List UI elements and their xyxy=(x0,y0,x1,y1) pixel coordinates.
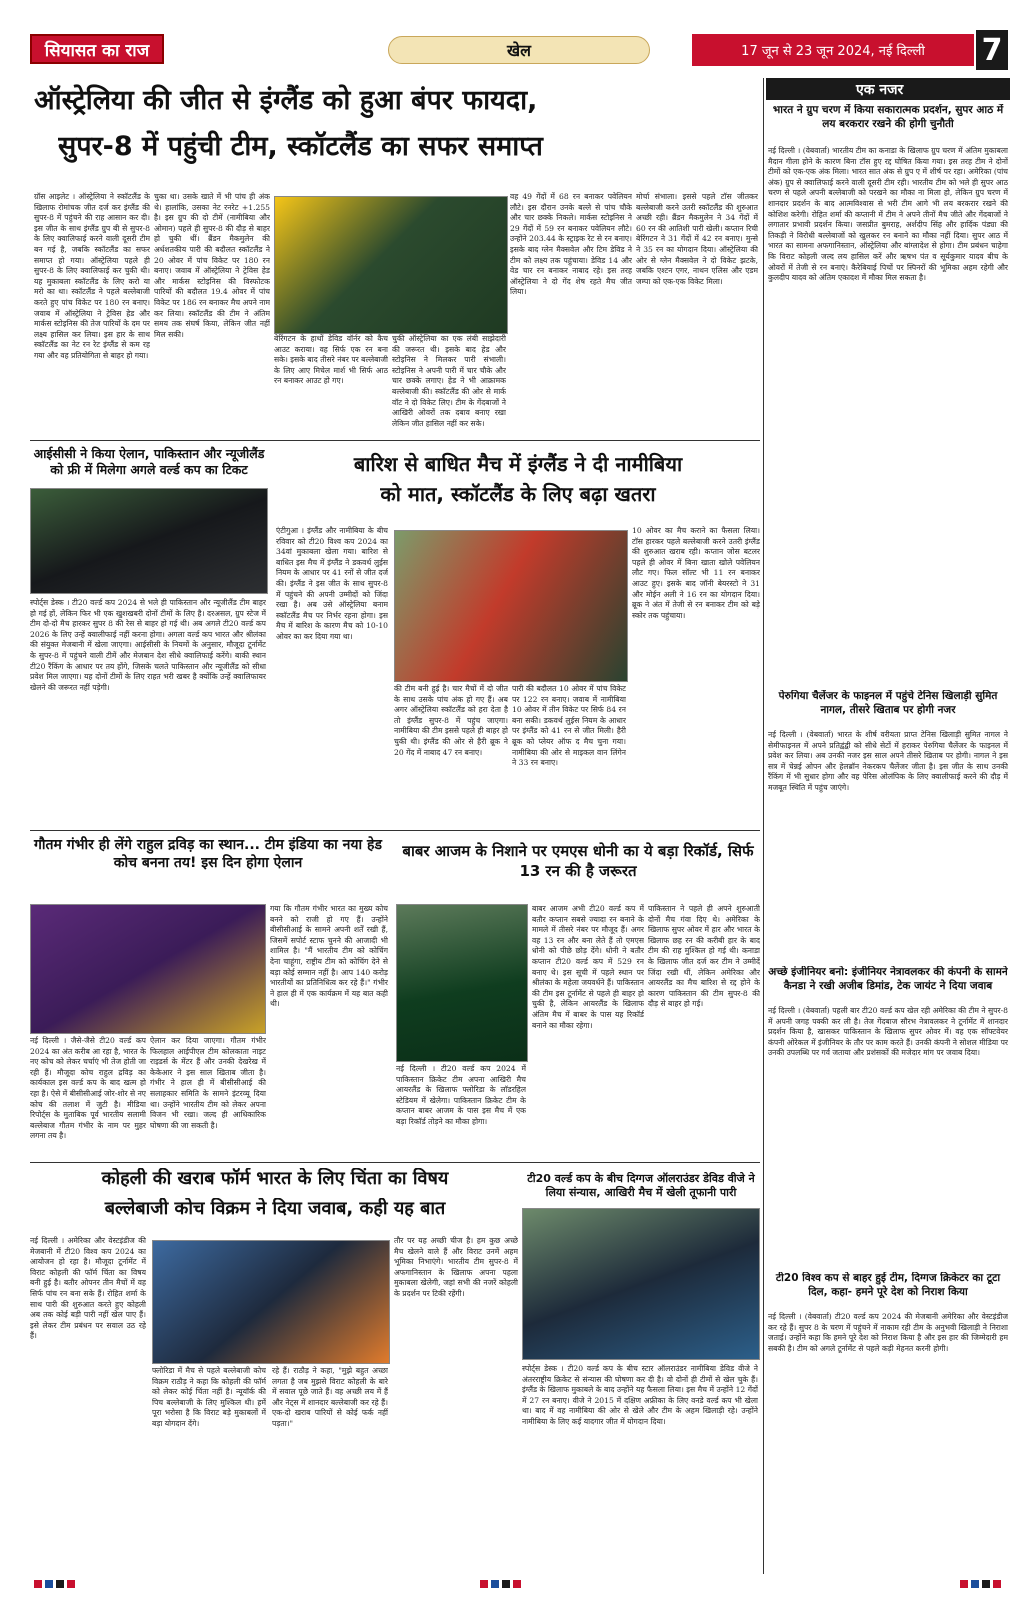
babar-headline: बाबर आजम के निशाने पर एमएस धोनी का ये बड़ा रिकॉर्ड, सिर्फ 13 रन की है जरूरत xyxy=(402,842,754,880)
babar-azam-photo xyxy=(396,904,528,1062)
main-article-col4: वह 49 गेंदों में 68 रन बनाकर पवेलियन लौटे। इस दौरान उनके बल्ले से पांच चौके और चार छक्के निकले। मार्कस स्टोइनिस ने 29 गेंदों में 59 रन बनाकर पवेलियन लौटे। उन्होंने 203.44 के स्ट्राइक रेट से रन बनाए। इसके बाद ग्लेन मैक्सवेल और टिम डेविड ने टीम को लक्ष्य तक पहुंचाया। डेविड 14 और वेड चार रन बनाकर नाबाद रहे। इस तरह ऑस्ट्रेलिया ने दो गेंद शेष रहते मैच जीत लिया। xyxy=(510,192,632,297)
sidebar-story2-body: नई दिल्ली । (वेबवार्ता) भारत के शीर्ष वरीयता प्राप्त टेनिस खिलाड़ी सुमित नागल ने सेमीफाइनल में अपने प्रतिद्वंद्वी को सीधे सेटों में हराकर पेरुगिया चैलेंजर के फाइनल में प्रवेश कर लिया। अब उनकी नजर इस साल अपने तीसरे खिताब पर होगी। नागल ने इस सत्र में चेन्नई ओपन और हेलब्रॉन नेकरकप चैलेंजर जीता है। इस जीत के साथ उनकी रैंकिंग में भी सुधार होगा और वह पेरिस ओलंपिक के लिए क्वालीफाई करने की दौड़ में मजबूत स्थिति में पहुंच जाएंगे। xyxy=(768,730,1008,792)
namibia-article-col1: एंटीगुआ । इंग्लैंड और नामीबिया के बीच रविवार को टी20 विश्व कप 2024 का 34वां मुकाबला खेला गया। बारिश से बाधित इस मैच में इंग्लैंड ने डकवर्थ लुईस नियम के आधार पर 41 रनों से जीत दर्ज की। इंग्लैंड ने इस जीत के साथ सुपर-8 में पहुंचने की अपनी उम्मीदों को जिंदा रखा है। अब उसे ऑस्ट्रेलिया बनाम स्कॉटलैंड मैच पर निर्भर रहना होगा। इस मैच में बारिश के कारण मैच को 10-10 ओवर का कर दिया गया था। xyxy=(276,526,388,641)
david-wiese-photo xyxy=(522,1208,760,1360)
gambhir-article-col1: नई दिल्ली । जैसे-जैसे टी20 वर्ल्ड कप 2024 का अंत करीब आ रहा है, भारत के नए कोच को लेकर चर्चाएं भी तेज होती जा रही हैं। मौजूदा कोच राहुल द्रविड़ का कार्यकाल इस वर्ल्ड कप के बाद खत्म हो रहा है। ऐसे में बीसीसीआई जोर-शोर से नए कोच की तलाश में जुटी है। मीडिया रिपोर्ट्स के मुताबिक पूर्व भारतीय सलामी बल्लेबाज गौतम गंभीर के नाम पर मुहर लगना तय है। xyxy=(30,1036,146,1141)
sidebar-story4-headline: टी20 विश्व कप से बाहर हुई टीम, दिग्गज क्रिकेटर का टूटा दिल, कहा- हमने पूरे देश को निराश किया xyxy=(775,1272,1001,1298)
babar-photo-caption: नई दिल्ली । टी20 वर्ल्ड कप 2024 में पाकिस्तान क्रिकेट टीम अपना आखिरी मैच आयरलैंड के खिलाफ फ्लोरिडा के लॉडरहिल स्टेडियम में खेलेगा। पाकिस्तान क्रिकेट टीम के कप्तान बाबर आजम के पास इस मैच में एक बड़ा रिकॉर्ड तोड़ने का मौका होगा। xyxy=(396,1064,526,1126)
kohli-article-col2: फ्लोरिडा में मैच से पहले बल्लेबाजी कोच विक्रम राठौड़ ने कहा कि कोहली की फॉर्म को लेकर कोई चिंता नहीं है। न्यूयॉर्क की पिच बल्लेबाजी के लिए मुश्किल थी। हमें पूरा भरोसा है कि विराट बड़े मुकाबलों में बड़ा योगदान देंगे। xyxy=(152,1366,266,1428)
icc-article-body: स्पोर्ट्स डेस्क । टी20 वर्ल्ड कप 2024 से भले ही पाकिस्तान और न्यूजीलैंड टीम बाहर हो गई हों, लेकिन फिर भी एक खुशखबरी दोनों टीमों के लिए है। दरअसल, ग्रुप स्टेज में टीम दो-दो मैच हारकर सुपर 8 की रेस से बाहर हो गई थी। अब अगले टी20 वर्ल्ड कप 2026 के लिए उन्हें क्वालीफाई नहीं करना होगा। अगला वर्ल्ड कप भारत और श्रीलंका की संयुक्त मेजबानी में खेला जाएगा। आईसीसी के नियमों के अनुसार, मौजूदा टूर्नामेंट के सुपर-8 में पहुंचने वाली टीमें और मेजबान देश सीधे क्वालिफाई करेंगे। बाकी स्थान टी20 रैंकिंग के आधार पर तय होंगे, जिसके चलते पाकिस्तान और न्यूजीलैंड को सीधा प्रवेश मिल जाएगा। यह दोनों टीमों के लिए राहत भरी खबर है क्योंकि उन्हें क्वालिफायर खेलने की जरूरत नहीं पड़ेगी। xyxy=(30,598,266,692)
footer-color-bar-right xyxy=(960,1580,1001,1588)
sidebar-tag: एक नजर xyxy=(766,78,1010,100)
sidebar-story4-body: नई दिल्ली । (वेबवार्ता) टी20 वर्ल्ड कप 2024 की मेजबानी अमेरिका और वेस्टइंडीज कर रहे हैं। सुपर 8 के चरण में पहुंचने में नाकाम रही टीम के अनुभवी खिलाड़ी ने निराशा जताई। उन्होंने कहा कि हमने पूरे देश को निराश किया है और इस हार की जिम्मेदारी हम सबकी है। टीम को अगले टूर्नामेंट से पहले कड़ी मेहनत करनी होगी। xyxy=(768,1312,1008,1353)
kohli-headline-line2: बल्लेबाजी कोच विक्रम ने दिया जवाब, कही यह बात xyxy=(104,1198,446,1219)
issue-date: 17 जून से 23 जून 2024, नई दिल्ली xyxy=(692,34,974,66)
namibia-headline-line2: को मात, स्कॉटलैंड के लिए बढ़ा खतरा xyxy=(380,482,656,506)
sidebar-story1-body: नई दिल्ली । (वेबवार्ता) भारतीय टीम का कनाडा के खिलाफ ग्रुप चरण में अंतिम मुकाबला मैदान गीला होने के कारण बिना टॉस हुए रद्द घोषित किया गया। इस तरह टीम ने दोनों टीमों को एक-एक अंक मिला। भारत सात अंक से ग्रुप ए में शीर्ष पर रहा। अमेरिका (पांच अंक) ग्रुप से क्वालिफाई करने वाली दूसरी टीम रही। भारतीय टीम को भले ही सुपर आठ चरण से पहले अपनी बल्लेबाजी को परखने का मौका ना मिला हो, लेकिन ग्रुप चरण में शानदार प्रदर्शन के बाद आत्मविश्वास से भरी टीम आगे भी लय बरकरार रखने की कोशिश करेगी। रोहित शर्मा की कप्तानी में टीम ने अपने तीनों मैच जीते और गेंदबाजों ने लगातार प्रभावी प्रदर्शन किया। जसप्रीत बुमराह, अर्शदीप सिंह और हार्दिक पंड्या की तिकड़ी ने विरोधी बल्लेबाजों को खुलकर रन बनाने का मौका नहीं दिया। सुपर आठ में भारत का सामना अफगानिस्तान, ऑस्ट्रेलिया और बांग्लादेश से होगा। टीम प्रबंधन चाहेगा कि विराट कोहली जल्द लय हासिल करें और ऋषभ पंत व सूर्यकुमार यादव बीच के ओवरों में तेजी से रन बनाएं। कैरेबियाई पिचों पर स्पिनरों की भूमिका अहम रहेगी और कुलदीप यादव को अंतिम एकादश में मौका मिल सकता है। xyxy=(768,146,1008,283)
main-article-col1: ग्रॉस आइलेट । ऑस्ट्रेलिया ने स्कॉटलैंड के खिलाफ रोमांचक जीत दर्ज कर इंग्लैंड की सुपर-8 में पहुंचने की राह आसान कर दी। इस जीत के साथ इंग्लैंड ग्रुप बी से सुपर-8 के लिए क्वालिफाई करने वाली दूसरी टीम बन गई है, जबकि स्कॉटलैंड का सफर समाप्त हो गया। ऑस्ट्रेलिया पहले ही सुपर-8 के लिए क्वालिफाई कर चुकी थी। यह मुकाबला स्कॉटलैंड के लिए करो या मरो का था। स्कॉटलैंड ने पहले बल्लेबाजी करते हुए पांच विकेट पर 180 रन बनाए। जवाब में ऑस्ट्रेलिया ने ट्रेविस हेड और मार्कस स्टोइनिस की तेज पारियों के दम पर लक्ष्य हासिल कर लिया। इस हार के साथ स्कॉटलैंड का नेट रन रेट इंग्लैंड से कम रह गया और वह प्रतियोगिता से बाहर हो गया। xyxy=(34,192,150,360)
gambhir-headline: गौतम गंभीर ही लेंगे राहुल द्रविड़ का स्थान... टीम इंडिया का नया हेड कोच बनना तय! इस दिन होगा ऐलान xyxy=(34,837,382,872)
namibia-headline-line1: बारिश से बाधित मैच में इंग्लैंड ने दी नामीबिया xyxy=(353,452,683,476)
wiese-article-body: स्पोर्ट्स डेस्क । टी20 वर्ल्ड कप के बीच स्टार ऑलराउंडर नामीबिया डेविड वीजे ने अंतरराष्ट्रीय क्रिकेट से संन्यास की घोषणा कर दी है। वो दोनों ही टीमों से खेल चुके हैं। इंग्लैंड के खिलाफ मुकाबले के बाद उन्होंने यह फैसला लिया। इस मैच में उन्होंने 12 गेंदों में 27 रन बनाए। वीजे ने 2015 में दक्षिण अफ्रीका के लिए वनडे वर्ल्ड कप भी खेला था। बाद में वह नामीबिया की ओर से खेले और टीम के अहम खिलाड़ी रहे। उन्होंने नामीबिया के लिए कई यादगार जीत में योगदान दिया। xyxy=(522,1364,758,1426)
namibia-article-col2: की टीम बनी हुई है। चार मैचों में दो जीत के साथ उसके पांच अंक हो गए हैं। अब अगर ऑस्ट्रेलिया स्कॉटलैंड को हरा देता है तो इंग्लैंड सुपर-8 में पहुंच जाएगा। नामीबिया की टीम इससे पहले ही बाहर हो चुकी थी। इंग्लैंड की ओर से हैरी ब्रूक ने 20 गेंद में नाबाद 47 रन बनाए। xyxy=(394,684,508,757)
sidebar-story2-headline: पेरुगिया चैलेंजर के फाइनल में पहुंचे टेनिस खिलाड़ी सुमित नागल, तीसरे खिताब पर होगी नजर xyxy=(778,690,998,716)
main-headline-line1: ऑस्ट्रेलिया की जीत से इंग्लैंड को हुआ बंपर फायदा, xyxy=(34,85,538,116)
footer-color-bar-center xyxy=(480,1580,521,1588)
kohli-photo xyxy=(152,1240,390,1364)
icc-headline: आईसीसी ने किया ऐलान, पाकिस्तान और न्यूजीलैंड को फ्री में मिलेगा अगले वर्ल्ड कप का टिकट xyxy=(33,446,265,478)
main-article-photo-caption: बेरिंगटन के हाथों डेविड वॉर्नर को कैच आउट कराया। वह सिर्फ एक रन बना सके। इसके बाद तीसरे नंबर पर बल्लेबाजी के लिए आए मिचेल मार्श भी सिर्फ आठ रन बनाकर आउट हो गए। xyxy=(274,334,388,386)
main-headline-line2: सुपर-8 में पहुंची टीम, स्कॉटलैंड का सफर समाप्त xyxy=(58,131,543,162)
gambhir-article-col3: गया कि गौतम गंभीर भारत का मुख्य कोच बनने को राजी हो गए हैं। उन्होंने बीसीसीआई के सामने अपनी शर्तें रखी हैं, जिसमें सपोर्ट स्टाफ चुनने की आजादी भी शामिल है। "मैं भारतीय टीम को कोचिंग देना चाहूंगा, राष्ट्रीय टीम को कोचिंग देने से बड़ा कोई सम्मान नहीं है। आप 140 करोड़ भारतीयों का प्रतिनिधित्व कर रहे हैं।" गंभीर ने हाल ही में एक कार्यक्रम में यह बात कही थी। xyxy=(270,904,388,1009)
wiese-headline: टी20 वर्ल्ड कप के बीच दिग्गज ऑलराउंडर डेविड वीजे ने लिया संन्यास, आखिरी मैच में खेली तूफानी पारी xyxy=(527,1172,755,1200)
sidebar-story3-headline: अच्छे इंजीनियर बनो: इंजीनियर नेत्रावलकर की कंपनी के सामने कैनडा ने रखी अजीब डिमांड, टेक जायंट ने दिया जवाब xyxy=(768,966,1008,992)
main-article-col3: चुकी ऑस्ट्रेलिया का एक लंबी साझेदारी की जरूरत थी। इसके बाद हेड और स्टोइनिस ने मिलकर पारी संभाली। स्टोइनिस ने अपनी पारी में चार चौके और चार छक्के लगाए। हेड ने भी आक्रामक बल्लेबाजी की। स्कॉटलैंड की ओर से मार्क वॉट ने दो विकेट लिए। टीम के गेंदबाजों ने आखिरी ओवरों तक दबाव बनाए रखा लेकिन जीत हासिल नहीं कर सके। xyxy=(392,334,506,428)
masthead: सियासत का राज xyxy=(30,34,164,64)
kohli-article-col1: नई दिल्ली । अमेरिका और वेस्टइंडीज की मेजबानी में टी20 विश्व कप 2024 का आयोजन हो रहा है। मौजूदा टूर्नामेंट में विराट कोहली की फॉर्म चिंता का विषय बनी हुई है। बतौर ओपनर तीन मैचों में वह सिर्फ पांच रन बना सके हैं। रोहित शर्मा के साथ पारी की शुरुआत करते हुए कोहली अब तक कोई बड़ी पारी नहीं खेल पाए हैं। इसे लेकर टीम प्रबंधन पर सवाल उठ रहे हैं। xyxy=(30,1236,146,1341)
kohli-headline-line1: कोहली की खराब फॉर्म भारत के लिए चिंता का विषय xyxy=(101,1168,449,1189)
babar-article-col2: पाकिस्तान ने पहले ही अपने शुरुआती दोनों मैच गंवा दिए थे। अमेरिका के खिलाफ सुपर ओवर में हार और भारत के खिलाफ छह रन की करीबी हार के बाद टीम की राह मुश्किल हो गई थी। कनाडा के खिलाफ जीत दर्ज कर टीम ने उम्मीदें जिंदा रखी थीं, लेकिन अमेरिका और आयरलैंड का मैच बारिश से रद्द होने के कारण पाकिस्तान की टीम सुपर-8 की दौड़ से बाहर हो गई। xyxy=(648,904,760,1009)
kohli-article-col3: रहे हैं। राठौड़ ने कहा, "मुझे बहुत अच्छा लगता है जब मुझसे विराट कोहली के बारे में सवाल पूछे जाते हैं। वह अच्छी लय में हैं और नेट्स में शानदार बल्लेबाजी कर रहे हैं। एक-दो खराब पारियों से कोई फर्क नहीं पड़ता।" xyxy=(272,1366,388,1428)
kohli-article-col4: तौर पर यह अच्छी चीज है। हम कुछ अच्छे मैच खेलने वाले हैं और विराट उनमें अहम भूमिका निभाएंगे। भारतीय टीम सुपर-8 में अफगानिस्तान के खिलाफ अपना पहला मुकाबला खेलेगी, जहां सभी की नजरें कोहली के प्रदर्शन पर टिकी रहेंगी। xyxy=(394,1236,518,1298)
page-number: 7 xyxy=(976,30,1008,70)
gambhir-photo xyxy=(30,904,266,1034)
sidebar-story3-body: नई दिल्ली । (वेबवार्ता) पहली बार टी20 वर्ल्ड कप खेल रही अमेरिका की टीम ने सुपर-8 में अपनी जगह पक्की कर ली है। तेज गेंदबाज सौरभ नेत्रावलकर ने टूर्नामेंट में शानदार प्रदर्शन किया है, खासकर पाकिस्तान के खिलाफ सुपर ओवर में। वह एक सॉफ्टवेयर कंपनी ओरेकल में इंजीनियर के तौर पर काम करते हैं। उनकी कंपनी ने सोशल मीडिया पर उनकी उपलब्धि पर गर्व जताया और प्रशंसकों की मजेदार मांग पर जवाब दिया। xyxy=(768,1006,1008,1058)
england-batter-photo xyxy=(394,530,628,682)
main-article-col2: चुका था। उसके खाते में भी पांच ही अंक थे। हालांकि, उसका नेट रनरेट +1.255 है। इस ग्रुप की दो टीमें (नामीबिया और ओमान) पहले ही सुपर-8 की दौड़ से बाहर हो चुकी थीं। ब्रैंडन मैकमुलेन की अर्धशतकीय पारी की बदौलत स्कॉटलैंड ने 20 ओवर में पांच विकेट पर 180 रन बनाए। जवाब में ऑस्ट्रेलिया ने ट्रेविस हेड और मार्कस स्टोइनिस की विस्फोटक पारियों की बदौलत 19.4 ओवर में पांच विकेट पर 186 रन बनाकर मैच अपने नाम कर लिया। स्कॉटलैंड की टीम ने अंतिम समय तक संघर्ष किया, लेकिन जीत नहीं मिल सकी। xyxy=(154,192,270,339)
australia-team-photo xyxy=(274,196,508,334)
namibia-article-col3: पारी की बदौलत 10 ओवर में पांच विकेट पर 122 रन बनाए। जवाब में नामीबिया 10 ओवर में तीन विकेट पर सिर्फ 84 रन बना सकी। डकवर्थ लुईस नियम के आधार पर इंग्लैंड को 41 रन से जीत मिली। हैरी ब्रूक को प्लेयर ऑफ द मैच चुना गया। नामीबिया की ओर से माइकल वान लिंगेन ने 33 रन बनाए। xyxy=(512,684,626,768)
gambhir-article-col2: ऐलान कर दिया जाएगा। गौतम गंभीर फिलहाल आईपीएल टीम कोलकाता नाइट राइडर्स के मेंटर हैं और उनकी देखरेख में केकेआर ने इस साल खिताब जीता है। गंभीर ने हाल ही में बीसीसीआई की सलाहकार समिति के सामने इंटरव्यू दिया था। उन्होंने भारतीय टीम को लेकर अपना विजन भी रखा। जल्द ही आधिकारिक घोषणा की जा सकती है। xyxy=(150,1036,266,1130)
namibia-article-col4: 10 ओवर का मैच कराने का फैसला लिया। टॉस हारकर पहले बल्लेबाजी करने उतरी इंग्लैंड की शुरुआत खराब रही। कप्तान जोस बटलर पहले ही ओवर में बिना खाता खोले पवेलियन लौट गए। फिल सॉल्ट भी 11 रन बनाकर आउट हुए। इसके बाद जॉनी बेयरस्टो ने 31 और मोईन अली ने 16 रन का योगदान दिया। ब्रूक ने अंत में तेजी से रन बनाकर टीम को बड़े स्कोर तक पहुंचाया। xyxy=(632,526,760,620)
section-label: खेल xyxy=(388,36,650,64)
newzealand-team-photo xyxy=(30,488,268,594)
footer-color-bar-left xyxy=(34,1580,75,1588)
sidebar-story1-headline: भारत ने ग्रुप चरण में किया सकारात्मक प्रदर्शन, सुपर आठ में लय बरकरार रखने की होगी चुनौती xyxy=(772,104,1004,130)
babar-article-col1: बाबर आजम अभी टी20 वर्ल्ड कप में बतौर कप्तान सबसे ज्यादा रन बनाने के मामले में तीसरे नंबर पर मौजूद हैं। अगर वह 13 रन और बना लेते हैं तो एमएस धोनी को पीछे छोड़ देंगे। धोनी ने बतौर कप्तान टी20 वर्ल्ड कप में 529 रन बनाए थे। इस सूची में पहले स्थान पर श्रीलंका के महेला जयवर्धने हैं। पाकिस्तान की टीम इस टूर्नामेंट से पहले ही बाहर हो चुकी है, लेकिन आयरलैंड के खिलाफ अंतिम मैच में बाबर के पास यह रिकॉर्ड बनाने का मौका रहेगा। xyxy=(532,904,644,1030)
main-article-col5: मोर्चा संभाला। इससे पहले टॉस जीतकर बल्लेबाजी करने उतरी स्कॉटलैंड की शुरुआत अच्छी रही। ब्रैंडन मैकमुलेन ने 34 गेंदों में 60 रन की आतिशी पारी खेली। कप्तान रिची बेरिंगटन ने 31 गेंदों में 42 रन बनाए। मुन्से ने 35 रन का योगदान दिया। ऑस्ट्रेलिया की ओर से ग्लेन मैक्सवेल ने दो विकेट झटके, जबकि एश्टन एगर, नाथन एलिस और एडम जम्पा को एक-एक विकेट मिला। xyxy=(636,192,758,286)
